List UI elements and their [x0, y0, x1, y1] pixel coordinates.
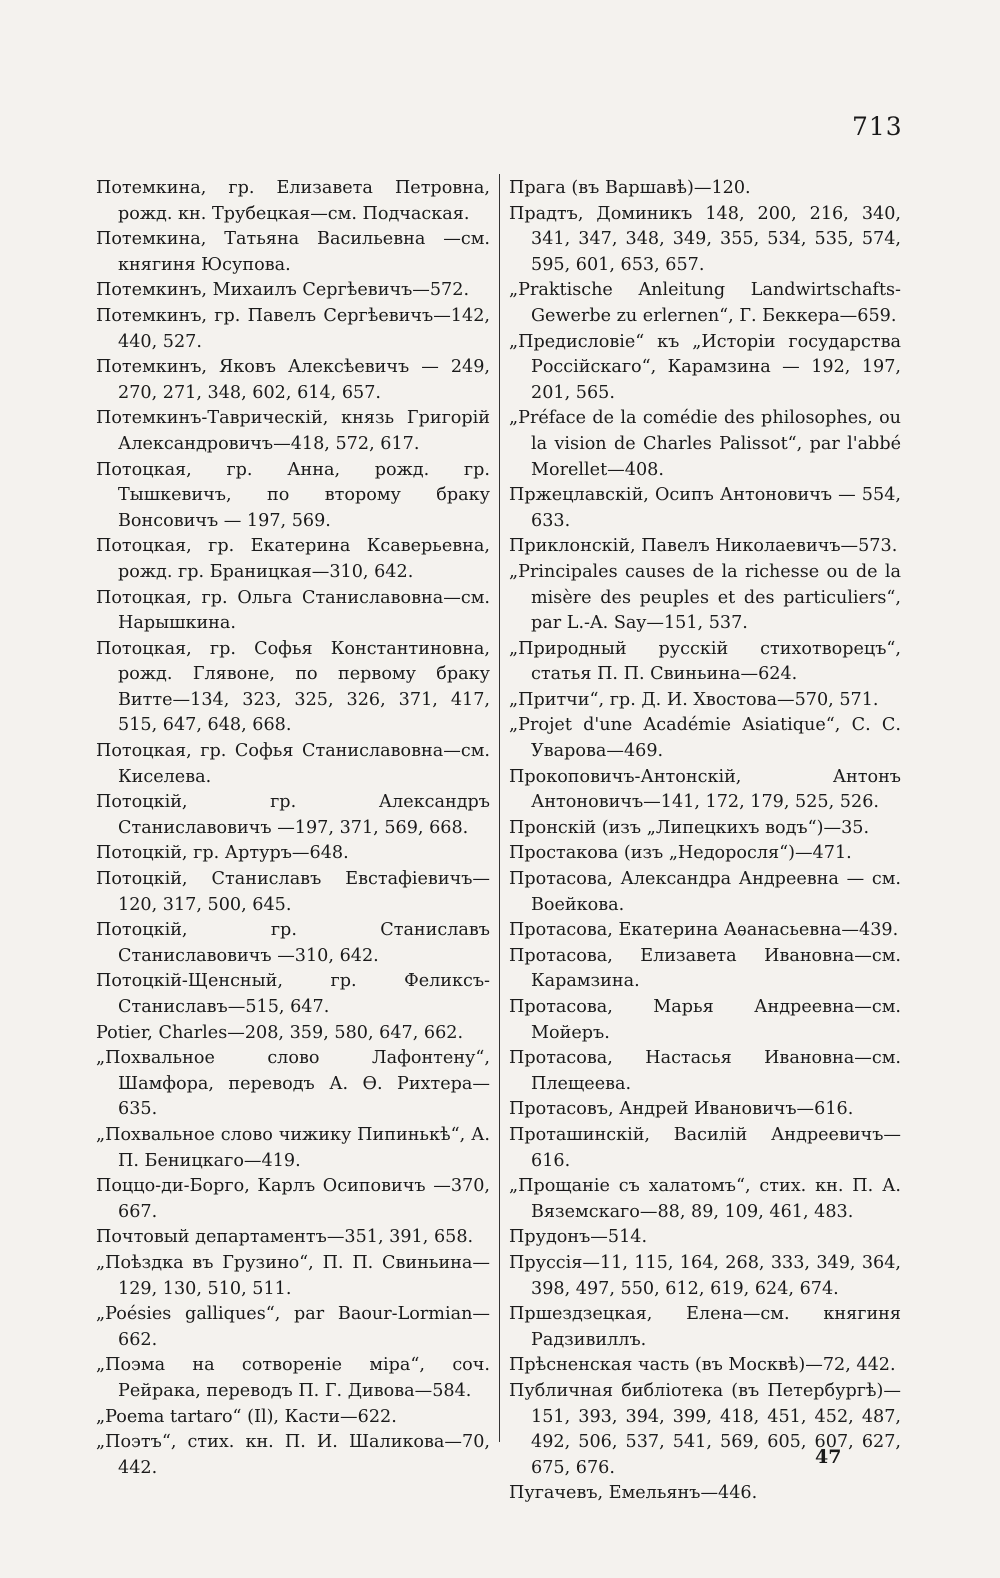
- index-entry: „Поэтъ“, стих. кн. П. И. Шаликова—70, 442.: [96, 1432, 490, 1478]
- index-entry: Протасова, Марья Андреевна—см. Мойеръ.: [509, 997, 901, 1043]
- index-entry: Потемкинъ, Михаилъ Сергѣевичъ—572.: [96, 280, 470, 301]
- index-entry: „Praktische Anleitung Landwirtschafts-Gewerbe zu erlernen“, Г. Беккера—659.: [509, 280, 901, 326]
- index-entry: Потоцкій, гр. Станиславъ Станиславовичъ —310, 642.: [96, 920, 490, 966]
- index-column-right: [509, 176, 901, 1507]
- index-entry: Пронскій (изъ „Липецкихъ водъ“)—35.: [509, 817, 870, 838]
- index-entry: Потоцкій-Щенсный, гр. Феликсъ-Станиславъ—515, 647.: [96, 971, 490, 1017]
- index-entry: „Предисловіе“ къ „Исторіи государства Россійскаго“, Карамзина — 192, 197, 201, 565.: [509, 331, 901, 403]
- index-entry: „Principales causes de la richesse ou de la misère des peuples et des particuliers“, par L.-A. Say—151, 537.: [509, 561, 901, 634]
- index-entry: Потоцкій, Станиславъ Евстафіевичъ—120, 317, 500, 645.: [96, 869, 490, 915]
- index-entry: Потоцкій, гр. Александръ Станиславовичъ —197, 371, 569, 668.: [96, 792, 490, 838]
- index-entry: Приклонскій, Павелъ Николаевичъ—573.: [509, 536, 898, 557]
- index-entry: Пржецлавскій, Осипъ Антоновичъ — 554, 633.: [509, 485, 901, 531]
- index-entry: „Poésies galliques“, par Baour-Lormian— 662.: [96, 1304, 490, 1350]
- index-entry: Потоцкій, гр. Артуръ—648.: [96, 843, 349, 864]
- index-entry: Протасова, Елизавета Ивановна—см. Карамзина.: [509, 945, 901, 992]
- index-entry: Потоцкая, гр. Софья Константиновна, рожд. Глявоне, по первому браку Витте—134, 323, 325, 326, 371, 417, 515, 647, 648, 668.: [96, 638, 490, 736]
- index-entry: Прадтъ, Доминикъ 148, 200, 216, 340, 341, 347, 348, 349, 355, 534, 535, 574, 595, 601, 653, 657.: [509, 203, 901, 275]
- index-entry: Прѣсненская часть (въ Москвѣ)—72, 442.: [509, 1355, 896, 1376]
- index-entry: „Поэма на сотвореніе міра“, соч. Рейрака, переводъ П. Г. Дивова—584.: [96, 1355, 490, 1401]
- index-entry: „Притчи“, гр. Д. И. Хвостова—570, 571.: [509, 689, 879, 710]
- index-entry: Потемкина, Татьяна Васильевна —см. княгиня Юсупова.: [96, 229, 490, 275]
- index-entry: Почтовый департаментъ—351, 391, 658.: [96, 1227, 474, 1248]
- index-entry: Потоцкая, гр. Ольга Станиславовна—см. Нарышкина.: [96, 587, 490, 634]
- index-entry: „Projet d'une Académie Asiatique“, С. С. Уварова—469.: [509, 715, 901, 762]
- index-entry: Прудонъ—514.: [509, 1227, 648, 1248]
- index-entry: „Поѣздка въ Грузино“, П. П. Свиньина— 129, 130, 510, 511.: [96, 1252, 490, 1299]
- index-entry: Пруссія—11, 115, 164, 268, 333, 349, 364, 398, 497, 550, 612, 619, 624, 674.: [509, 1252, 901, 1299]
- index-entry: „Прощаніе съ халатомъ“, стих. кн. П. А. Вяземскаго—88, 89, 109, 461, 483.: [509, 1176, 901, 1222]
- index-entry: Потемкинъ, Яковъ Алексѣевичъ — 249, 270, 271, 348, 602, 614, 657.: [96, 357, 490, 403]
- index-entry: Поццо-ди-Борго, Карлъ Осиповичъ —370, 667.: [96, 1176, 490, 1222]
- index-entry: Прокоповичъ-Антонскій, Антонъ Антоновичъ—141, 172, 179, 525, 526.: [509, 766, 901, 813]
- index-column-left: [96, 176, 490, 1481]
- index-entry: Протасова, Екатерина Аѳанасьевна—439.: [509, 920, 899, 941]
- column-divider: [499, 174, 500, 1442]
- index-entry: Потемкинъ, гр. Павелъ Сергѣевичъ—142, 440, 527.: [96, 305, 490, 352]
- index-entry: Публичная библіотека (въ Петербургѣ)— 151, 393, 394, 399, 418, 451, 452, 487, 492, 506, 537, 541, 569, 605, 607, 627, 675, 676.: [509, 1380, 901, 1478]
- index-entry: Потоцкая, гр. Екатерина Ксаверьевна, рожд. гр. Браницкая—310, 642.: [96, 536, 490, 582]
- index-entry: Потемкина, гр. Елизавета Петровна, рожд. кн. Трубецкая—см. Подчаская.: [96, 178, 490, 224]
- index-entry: Простакова (изъ „Недоросля“)—471.: [509, 843, 852, 864]
- index-entry: Прага (въ Варшавѣ)—120.: [509, 178, 751, 198]
- signature-mark: 47: [815, 1446, 842, 1468]
- index-entry: Потемкинъ-Таврическій, князь Григорій Александровичъ—418, 572, 617.: [96, 408, 490, 454]
- index-entry: Потоцкая, гр. Анна, рожд. гр. Тышкевичъ, по второму браку Вонсовичъ — 197, 569.: [96, 459, 490, 531]
- index-entry: „Préface de la comédie des philosophes, ou la vision de Charles Palissot“, par l'abbé Morellet—408.: [509, 408, 901, 480]
- index-entry: „Природный русскій стихотворецъ“, статья П. П. Свиньина—624.: [509, 638, 901, 685]
- index-entry: Potier, Charles—208, 359, 580, 647, 662.: [96, 1022, 464, 1043]
- index-entry: Потоцкая, гр. Софья Станиславовна—см. Киселева.: [96, 741, 490, 787]
- index-entry: „Похвальное слово Лафонтену“, Шамфора, переводъ А. Ѳ. Рихтера—635.: [96, 1048, 490, 1120]
- index-entry: Проташинскій, Василій Андреевичъ—616.: [509, 1124, 901, 1171]
- page-number: 713: [852, 112, 903, 141]
- index-entry: Протасова, Настасья Ивановна—см. Плещеева.: [509, 1048, 901, 1094]
- index-entry: „Poema tartaro“ (Il), Касти—622.: [96, 1406, 397, 1427]
- index-entry: Протасовъ, Андрей Ивановичъ—616.: [509, 1099, 854, 1120]
- index-entry: Пугачевъ, Емельянъ—446.: [509, 1483, 758, 1504]
- index-entry: „Похвальное слово чижику Пипинькѣ“, А. П. Беницкаго—419.: [96, 1124, 490, 1171]
- index-entry: Пршездзецкая, Елена—см. княгиня Радзивиллъ.: [509, 1304, 901, 1350]
- index-entry: Протасова, Александра Андреевна — см. Воейкова.: [509, 869, 901, 915]
